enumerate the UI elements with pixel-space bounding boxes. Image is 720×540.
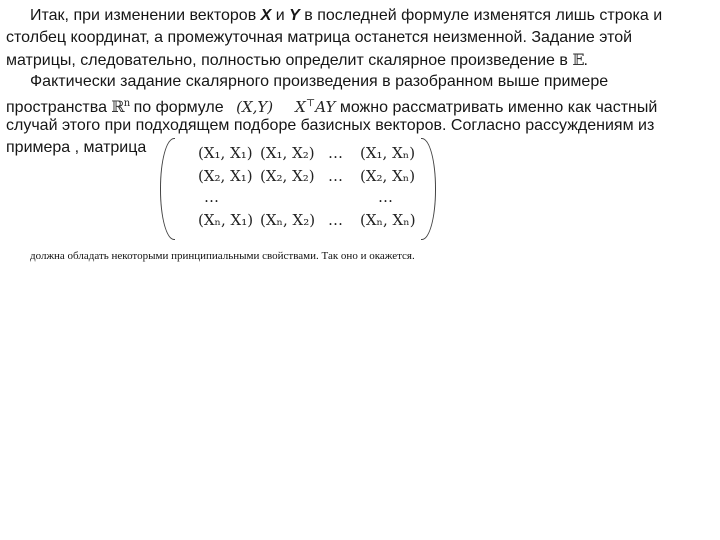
- real-space-symbol: ℝ$^n$: [111, 97, 130, 116]
- vector-x: X: [260, 7, 272, 24]
- matrix-cell: (X₁, X₁): [198, 144, 253, 162]
- text-segment: Итак, при изменении векторов: [30, 7, 261, 24]
- text-segment: в последней формуле изменятся лишь строка и: [299, 7, 663, 24]
- matrix-cell: (X₂, X₂): [260, 167, 315, 185]
- paragraph-2-line-4: примера , матрица: [6, 139, 147, 156]
- paragraph-2-line-3: случай этого при подходящем подборе базисных векторов. Согласно рассуждениям из: [6, 117, 655, 134]
- matrix-cell: (X₂, Xₙ): [360, 167, 416, 185]
- paragraph-1-line-2: столбец координат, а промежуточная матрица останется неизменной. Задание этой: [6, 29, 633, 46]
- left-parenthesis: [160, 138, 175, 240]
- text-segment: можно рассматривать именно как частный: [335, 99, 658, 116]
- vector-y: Y: [289, 7, 300, 24]
- text-segment: матрицы, следовательно, полностью определит скалярное произведение в: [6, 52, 573, 69]
- matrix-cell: (X₁, X₂): [260, 144, 315, 162]
- matrix-cell: …: [328, 167, 343, 185]
- matrix-cell: (X₂, X₁): [198, 167, 253, 185]
- formula-matrix-form: X⊤AY: [295, 98, 336, 116]
- matrix-cell: …: [378, 188, 393, 206]
- text-segment: пространства: [6, 99, 112, 116]
- matrix-cell: …: [328, 144, 343, 162]
- gram-matrix: [160, 138, 440, 240]
- text-segment: .: [583, 52, 588, 69]
- paragraph-2-line-2: [6, 94, 657, 118]
- paragraph-1-line-1: [30, 6, 662, 26]
- paragraph-2-line-1: Фактически задание скалярного произведения в разобранном выше примере: [30, 73, 609, 90]
- formula-inner-product: (X,Y): [236, 98, 274, 116]
- paragraph-1-line-3: [6, 50, 588, 71]
- matrix-cell: …: [328, 211, 343, 229]
- right-parenthesis: [421, 138, 436, 240]
- matrix-cell: …: [204, 188, 219, 206]
- matrix-cell: (Xₙ, X₁): [198, 211, 254, 229]
- text-segment: и: [271, 7, 290, 24]
- matrix-cell: (Xₙ, X₂): [260, 211, 316, 229]
- matrix-cell: (X₁, Xₙ): [360, 144, 416, 162]
- closing-sentence: должна обладать некоторыми принципиальными свойствами. Так оно и окажется.: [30, 250, 415, 262]
- euclidean-space-symbol: 𝔼: [572, 50, 584, 69]
- text-segment: по формуле: [129, 99, 229, 116]
- matrix-cell: (Xₙ, Xₙ): [360, 211, 416, 229]
